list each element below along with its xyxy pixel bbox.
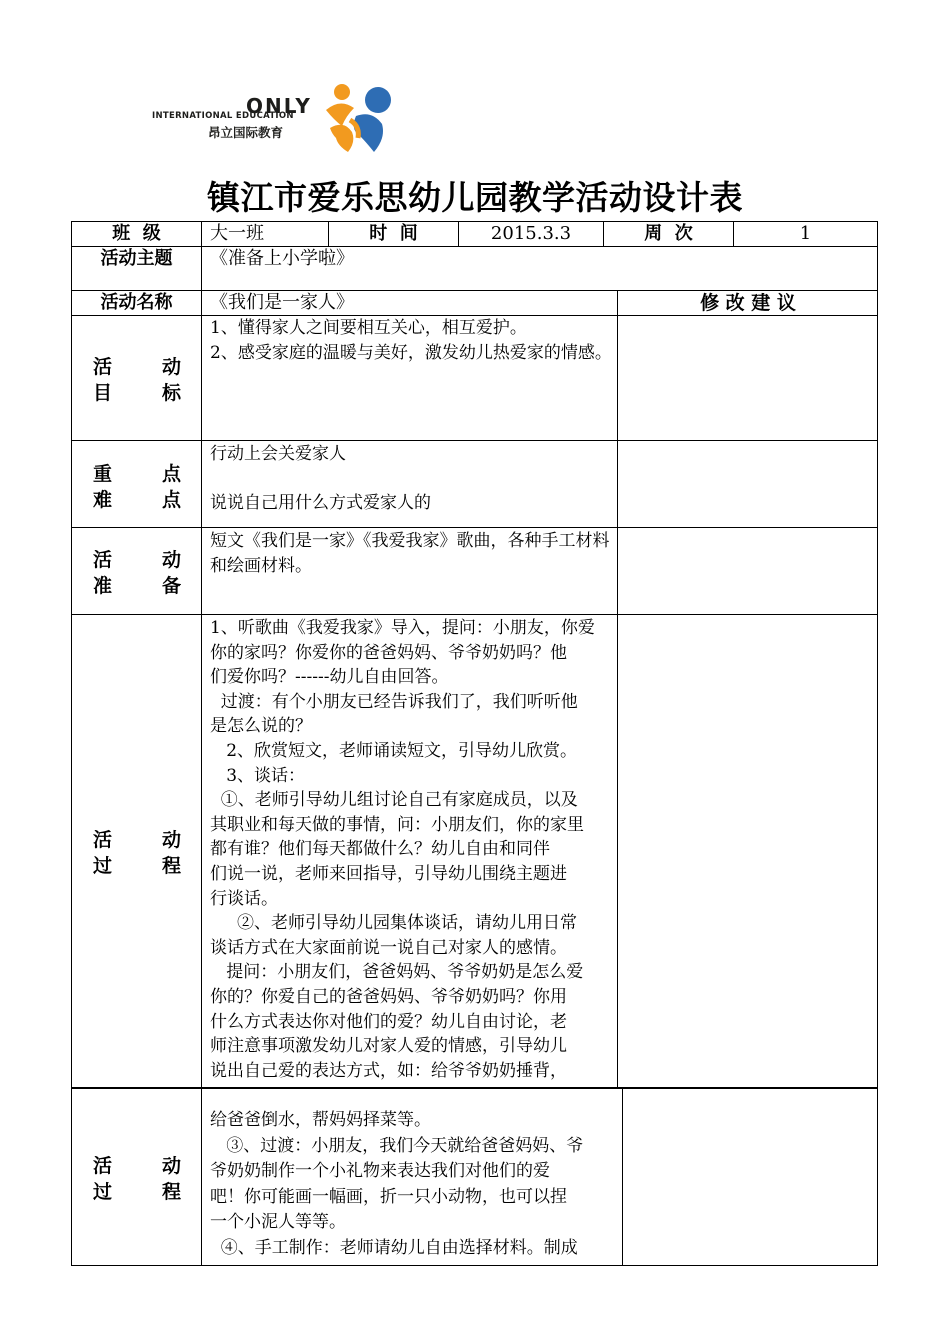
process-line: 给爸爸倒水，帮妈妈择菜等。 (210, 1110, 431, 1130)
process-line: 提问：小朋友们，爸爸妈妈、爷爷奶奶是怎么爱 (210, 962, 584, 983)
process-line: 们说一说，老师来回指导，引导幼儿围绕主题进 (210, 863, 567, 884)
process-line: ③、过渡：小朋友，我们今天就给爸爸妈妈、爷 (210, 1135, 584, 1156)
brand-logo (150, 80, 410, 160)
process-line: 3、谈话： (210, 765, 306, 786)
process-label-continued: 活 动 过 程 (93, 1155, 181, 1203)
process-line: ②、老师引导幼儿园集体谈话，请幼儿用日常 (210, 913, 578, 934)
process-line: 行谈话。 (210, 888, 278, 909)
theme-label: 活动主题 (100, 248, 173, 269)
process-line: 过渡：有个小朋友已经告诉我们了，我们听听他 (210, 691, 578, 712)
process-line: 什么方式表达你对他们的爱？幼儿自由讨论，老 (210, 1011, 567, 1032)
logo-figures-icon (320, 80, 400, 158)
theme-value: 《准备上小学啦》 (210, 248, 354, 269)
process-line: 师注意事项激发幼儿对家人爱的情感，引导幼儿 (210, 1036, 567, 1057)
week-label: 周 次 (644, 223, 693, 244)
process-text (210, 616, 615, 1083)
process-line: 你的？你爱自己的爸爸妈妈、爷爷奶奶吗？你用 (210, 986, 567, 1007)
page-title: 镇江市爱乐思幼儿园教学活动设计表 (207, 178, 743, 217)
time-value: 2015.3.3 (490, 223, 572, 244)
class-value: 大一班 (210, 223, 264, 244)
process-line: 爷奶奶制作一个小礼物来表达我们对他们的爱 (210, 1161, 550, 1181)
time-label: 时 间 (369, 223, 418, 244)
class-label: 班 级 (112, 223, 161, 244)
logo-brand-text: ONLY (246, 94, 312, 118)
process-line: 吧！你可能画一幅画，折一只小动物，也可以捏 (210, 1186, 567, 1207)
key-difficulty-label: 重 点 难 点 (93, 463, 181, 511)
activity-name-label: 活动名称 (100, 292, 173, 313)
process-line: ④、手工制作：老师请幼儿自由选择材料。制成 (210, 1237, 578, 1258)
activity-name-value: 《我们是一家人》 (210, 292, 354, 313)
revision-suggestion-header: 修 改 建 议 (700, 292, 796, 314)
logo-subtitle-cn: 昂立国际教育 (208, 125, 284, 140)
process-line: 其职业和每天做的事情，问：小朋友们，你的家里 (210, 814, 584, 835)
logo-subtitle-en: INTERNATIONAL EDUCATION (152, 111, 294, 121)
process-line: 说出自己爱的表达方式，如：给爷爷奶奶捶背， (210, 1060, 567, 1081)
key-point-text: 行动上会关爱家人 (210, 444, 346, 464)
preparation-text: 短文《我们是一家》《我爱我家》歌曲，各种手工材料和绘画材料。 (210, 531, 610, 576)
process-line: 谈话方式在大家面前说一说自己对家人的感情。 (210, 937, 567, 958)
process-label: 活 动 过 程 (93, 829, 181, 877)
process-line: 们爱你吗？------幼儿自由回答。 (210, 667, 449, 688)
difficulty-text: 说说自己用什么方式爱家人的 (210, 493, 431, 513)
process-line: 2、欣赏短文，老师诵读短文，引导幼儿欣赏。 (210, 740, 578, 761)
goal-label: 活 动 目 标 (93, 356, 181, 404)
process-line: 是怎么说的？ (210, 716, 312, 737)
goal-text: 1、懂得家人之间要相互关心，相互爱护。 2、感受家庭的温暖与美好，激发幼儿热爱家的情感。 (210, 318, 612, 363)
process-line: 一个小泥人等等。 (210, 1212, 346, 1232)
preparation-label: 活 动 准 备 (93, 549, 181, 597)
process-text-continued (210, 1108, 620, 1261)
process-line: 1、听歌曲《我爱我家》导入，提问：小朋友，你爱 (210, 618, 595, 638)
process-line: 都有谁？他们每天都做什么？幼儿自由和同伴 (210, 839, 550, 860)
process-line: 你的家吗？你爱你的爸爸妈妈、爷爷奶奶吗？他 (210, 642, 567, 663)
process-line: ①、老师引导幼儿组讨论自己有家庭成员，以及 (210, 790, 578, 811)
week-value: 1 (799, 223, 812, 244)
